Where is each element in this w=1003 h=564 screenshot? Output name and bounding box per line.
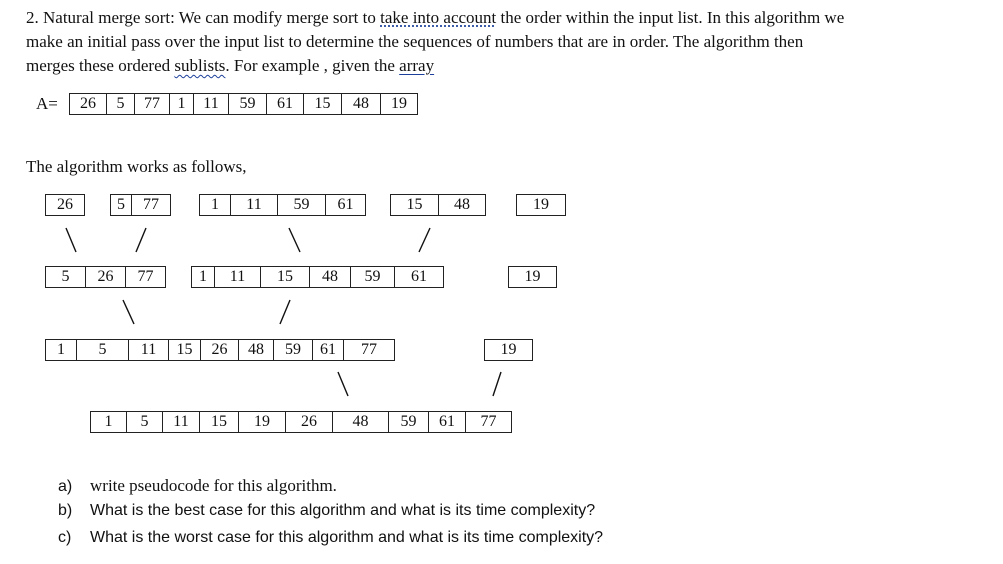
run-cell: 5 (126, 411, 163, 433)
run-cell: 26 (285, 411, 333, 433)
run-cell: 1 (191, 266, 215, 288)
run-cell: 5 (110, 194, 132, 216)
run-box (110, 194, 171, 216)
array-cell: 59 (228, 93, 267, 115)
array-label: A= (36, 94, 58, 113)
run-cell: 59 (277, 194, 326, 216)
run-box (390, 194, 486, 216)
run-cell: 15 (199, 411, 239, 433)
merge-line (280, 300, 290, 324)
run-cell: 19 (238, 411, 286, 433)
run-cell: 48 (238, 339, 274, 361)
question-b (58, 501, 595, 521)
merge-line (493, 372, 501, 396)
run-cell: 61 (325, 194, 366, 216)
run-cell: 61 (428, 411, 466, 433)
run-box (484, 339, 533, 361)
run-box (508, 266, 557, 288)
run-cell: 77 (343, 339, 395, 361)
run-cell: 77 (125, 266, 166, 288)
merge-line (419, 228, 430, 252)
merge-line (338, 372, 348, 396)
run-cell: 59 (388, 411, 429, 433)
problem-line-1: 2. Natural merge sort: We can modify merge sort to take into account the order within the input list. In this algorithm we (26, 8, 845, 27)
run-cell: 11 (214, 266, 261, 288)
run-cell: 59 (273, 339, 313, 361)
run-cell: 26 (85, 266, 126, 288)
array-cell: 19 (380, 93, 418, 115)
array-cell: 15 (303, 93, 342, 115)
run-cell: 48 (438, 194, 486, 216)
merge-line (123, 300, 134, 324)
merge-line (66, 228, 76, 252)
run-box (45, 266, 166, 288)
run-cell: 15 (390, 194, 439, 216)
run-cell: 61 (312, 339, 344, 361)
run-cell: 1 (199, 194, 231, 216)
array-cell: 48 (341, 93, 381, 115)
array-cell: 11 (193, 93, 229, 115)
array-cell: 61 (266, 93, 304, 115)
problem-line-3: merges these ordered sublists. For example , given the array (26, 56, 435, 75)
merge-line (289, 228, 300, 252)
run-box (516, 194, 566, 216)
run-box (199, 194, 366, 216)
run-cell: 5 (76, 339, 129, 361)
sorted-result (90, 411, 512, 433)
question-label: c) (58, 529, 72, 546)
run-cell: 26 (45, 194, 85, 216)
problem-statement (26, 6, 986, 78)
question-text: write pseudocode for this algorithm. (90, 476, 337, 495)
run-box (191, 266, 444, 288)
question-text: What is the best case for this algorithm and what is its time complexity? (90, 502, 596, 519)
spelling-flag-take-into-account: take into account (380, 8, 497, 27)
run-cell: 5 (45, 266, 86, 288)
run-cell: 61 (394, 266, 444, 288)
question-text: What is the worst case for this algorithm and what is its time complexity? (90, 529, 604, 546)
run-cell: 19 (516, 194, 566, 216)
question-c (58, 528, 603, 548)
run-cell: 77 (465, 411, 512, 433)
run-cell: 1 (90, 411, 127, 433)
intro-text: The algorithm works as follows, (26, 157, 247, 176)
run-cell: 19 (484, 339, 533, 361)
spelling-flag-sublists: sublists (174, 56, 226, 75)
question-label: b) (58, 502, 73, 519)
run-cell: 19 (508, 266, 557, 288)
array-cell: 77 (134, 93, 170, 115)
question-a (58, 476, 337, 497)
run-box (45, 194, 85, 216)
grammar-flag-array: array (399, 56, 435, 75)
run-cell: 1 (45, 339, 77, 361)
run-cell: 77 (131, 194, 171, 216)
array-cell: 1 (169, 93, 194, 115)
run-cell: 48 (332, 411, 389, 433)
array-cell: 5 (106, 93, 135, 115)
run-cell: 11 (230, 194, 278, 216)
run-cell: 15 (168, 339, 201, 361)
run-cell: 26 (200, 339, 239, 361)
run-box (45, 339, 395, 361)
question-label: a) (58, 478, 73, 495)
run-cell: 11 (162, 411, 200, 433)
input-array (69, 93, 418, 115)
array-cell: 26 (69, 93, 107, 115)
run-cell: 11 (128, 339, 169, 361)
run-cell: 15 (260, 266, 310, 288)
merge-line (136, 228, 146, 252)
problem-line-2: make an initial pass over the input list to determine the sequences of numbers that are in order. The algorithm then (26, 32, 804, 51)
run-cell: 48 (309, 266, 351, 288)
run-cell: 59 (350, 266, 395, 288)
